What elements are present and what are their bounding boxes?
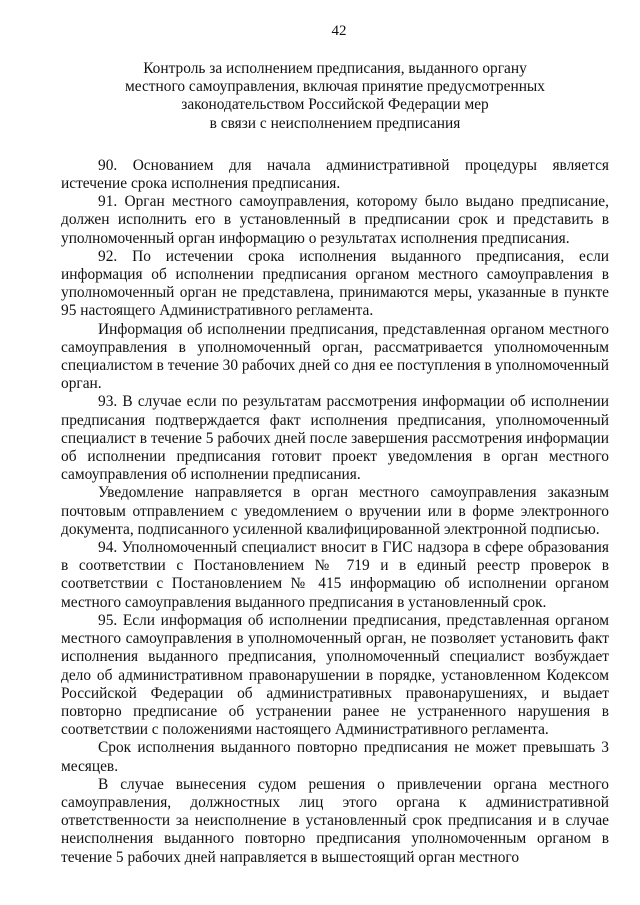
page-number: 42 <box>331 23 347 39</box>
section-title <box>61 60 609 133</box>
paragraph-94: 94. Уполномоченный специалист вносит в ГИС надзора в сфере образования в соответствии с Постановлением № 719 и в единый реестр проверок в соответствии с Постановлением № 415 информацию об исполнении органом местного самоуправления выданного предписания в установленный срок. <box>61 539 609 611</box>
section-title-line: в связи с неисполнением предписания <box>209 114 461 132</box>
section-title-line: местного самоуправления, включая принятие предусмотренных <box>125 78 545 96</box>
paragraph-93-notice: Уведомление направляется в орган местного самоуправления заказным почтовым отправлением с уведомлением о вручении или в форме электронного документа, подписанного усиленной квалифицированной электронной подписью. <box>61 484 609 538</box>
body-text <box>61 157 609 867</box>
paragraph-93: 93. В случае если по результатам рассмотрения информации об исполнении предписания подтверждается факт исполнения предписания, уполномоченный специалист в течение 5 рабочих дней после завершения рассмотрения информации об исполнении предписания готовит проект уведомления в орган местного самоуправления об исполнении предписания. <box>61 393 609 484</box>
paragraph-91: 91. Орган местного самоуправления, которому было выдано предписание, должен исполнить его в установленный в предписании срок и представить в уполномоченный орган информацию о результатах исполнения предписания. <box>61 193 609 247</box>
paragraph-95: 95. Если информация об исполнении предписания, представленная органом местного самоуправления в уполномоченный орган, не позволяет установить факт исполнения выданного предписания, уполномоченный специалист возбуждает дело об административном правонарушении в порядке, установленном Кодексом Российской Федерации об административных правонарушениях, и выдает повторно предписание об устранении ранее не устраненного нарушения в соответствии с положениями настоящего Административного регламента. <box>61 611 609 739</box>
paragraph-95-court: В случае вынесения судом решения о привлечении органа местного самоуправления, должностных лиц этого органа к административной ответственности за неисполнение в установленный срок предписания и в случае неисполнения выданного повторно предписания уполномоченным органом в течение 5 рабочих дней направляется в вышестоящий орган местного <box>61 775 609 866</box>
section-title-line: законодательством Российской Федерации мер <box>181 96 489 114</box>
section-title-line: Контроль за исполнением предписания, выданного органу <box>143 60 527 77</box>
paragraph-90: 90. Основанием для начала административной процедуры является истечение срока исполнения предписания. <box>61 156 609 193</box>
paragraph-92: 92. По истечении срока исполнения выданного предписания, если информация об исполнении предписания органом местного самоуправления в уполномоченный орган не представлена, принимаются меры, указанные в пункте 95 настоящего Административного регламента. <box>61 247 609 320</box>
paragraph-95-term: Срок исполнения выданного повторно предписания не может превышать 3 месяцев. <box>61 739 609 775</box>
paragraph-92-info: Информация об исполнении предписания, представленная органом местного самоуправления в уполномоченный орган, рассматривается уполномоченным специалистом в течение 30 рабочих дней со дня ее поступления в уполномоченный орган. <box>61 320 609 393</box>
